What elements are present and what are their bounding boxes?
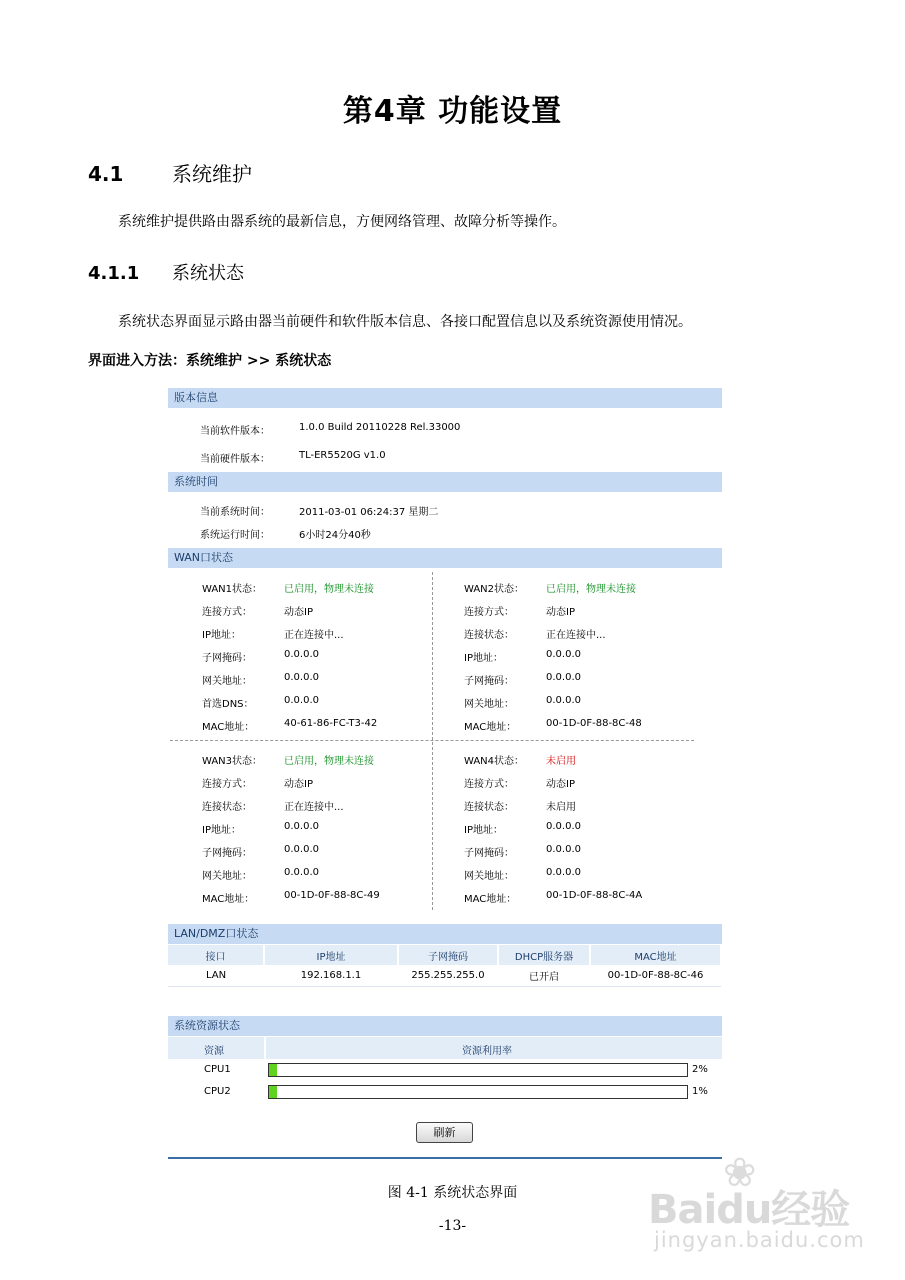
- wan4-row: [464, 752, 576, 767]
- lan-header-row: [168, 945, 721, 965]
- software-version-value: 1.0.0 Build 20110228 Rel.33000: [299, 422, 461, 433]
- resource-header-divider: [264, 1037, 266, 1059]
- uptime-label: 系统运行时间：: [200, 530, 270, 541]
- baidu-watermark: [648, 1150, 865, 1260]
- version-info-bar: 版本信息: [168, 388, 722, 408]
- wan3-row: [202, 752, 374, 767]
- wan1-field-label: MAC地址：: [202, 722, 255, 733]
- cpu1-usage-fill: [269, 1064, 277, 1076]
- wan3-field-value: 0.0.0.0: [284, 867, 319, 878]
- bottom-divider: [168, 1157, 722, 1159]
- wan4-row: [464, 890, 643, 905]
- wan1-field-value: 0.0.0.0: [284, 649, 319, 660]
- wan2-field-label: 连接方式：: [464, 607, 514, 618]
- wan4-field-label: IP地址：: [464, 825, 503, 836]
- wan2-field-label: 网关地址：: [464, 699, 514, 710]
- cpu1-percent: 2%: [692, 1064, 708, 1075]
- cpu1-usage-bar: [268, 1063, 688, 1077]
- wan2-field-value: 正在连接中...: [546, 630, 606, 641]
- subsection-number: 4.1.1: [88, 263, 140, 284]
- wan1-row: [202, 580, 374, 595]
- wan3-field-label: MAC地址：: [202, 894, 255, 905]
- wan2-field-label: MAC地址：: [464, 722, 517, 733]
- resource-header-usage: 资源利用率: [462, 1046, 512, 1057]
- watermark-url: jingyan.baidu.com: [654, 1228, 865, 1252]
- wan1-row: [202, 672, 319, 687]
- wan3-field-value: 已启用，物理未连接: [284, 756, 374, 767]
- current-time-label: 当前系统时间：: [200, 507, 270, 518]
- wan3-field-label: 子网掩码：: [202, 848, 252, 859]
- wan3-field-value: 00-1D-0F-88-8C-49: [284, 890, 380, 901]
- wan1-row: [202, 718, 378, 733]
- wan3-field-label: IP地址：: [202, 825, 241, 836]
- wan4-field-value: 未启用: [546, 802, 576, 813]
- wan4-field-value: 0.0.0.0: [546, 867, 581, 878]
- wan2-field-label: IP地址：: [464, 653, 503, 664]
- wan1-field-value: 已启用，物理未连接: [284, 584, 374, 595]
- software-version-row: [200, 422, 461, 437]
- system-time-bar: 系统时间: [168, 472, 722, 492]
- lan-header-mac: MAC地址: [590, 945, 721, 965]
- uptime-value: 6小时24分40秒: [299, 530, 371, 541]
- section-heading: [88, 158, 252, 187]
- wan3-row: [202, 844, 319, 859]
- wan1-field-label: 连接方式：: [202, 607, 252, 618]
- wan3-field-value: 动态IP: [284, 779, 313, 790]
- wan4-field-value: 未启用: [546, 756, 576, 767]
- lan-cell-mac: 00-1D-0F-88-8C-46: [590, 965, 721, 986]
- wan4-field-value: 0.0.0.0: [546, 844, 581, 855]
- wan4-field-label: WAN4状态：: [464, 756, 525, 767]
- wan2-row: [464, 580, 636, 595]
- subsection-title: 系统状态: [172, 263, 244, 284]
- wan2-row: [464, 649, 581, 664]
- wan1-row: [202, 603, 313, 618]
- wan1-row: [202, 695, 319, 710]
- hardware-version-label: 当前硬件版本：: [200, 454, 270, 465]
- wan3-field-label: 网关地址：: [202, 871, 252, 882]
- wan4-field-value: 00-1D-0F-88-8C-4A: [546, 890, 643, 901]
- wan4-row: [464, 821, 581, 836]
- wan3-field-value: 0.0.0.0: [284, 844, 319, 855]
- wan4-row: [464, 844, 581, 859]
- lan-cell-mask: 255.255.255.0: [398, 965, 498, 986]
- wan1-field-label: IP地址：: [202, 630, 241, 641]
- uptime-row: [200, 526, 371, 541]
- wan2-field-value: 0.0.0.0: [546, 695, 581, 706]
- wan3-row: [202, 821, 319, 836]
- wan4-field-label: MAC地址：: [464, 894, 517, 905]
- wan1-field-value: 40-61-86-FC-T3-42: [284, 718, 378, 729]
- navigation-path: 界面进入方法：系统维护 >> 系统状态: [88, 353, 332, 369]
- wan4-row: [464, 867, 581, 882]
- wan1-field-label: 网关地址：: [202, 676, 252, 687]
- wan4-field-label: 连接状态：: [464, 802, 514, 813]
- cpu2-label: CPU2: [204, 1086, 231, 1097]
- current-time-row: [200, 503, 439, 518]
- wan1-field-value: 0.0.0.0: [284, 672, 319, 683]
- wan-status-bar: WAN口状态: [168, 548, 722, 568]
- section-paragraph: 系统维护提供路由器系统的最新信息，方便网络管理、故障分析等操作。: [118, 214, 566, 230]
- wan3-field-label: 连接方式：: [202, 779, 252, 790]
- wan4-field-label: 子网掩码：: [464, 848, 514, 859]
- cpu2-usage-bar: [268, 1085, 688, 1099]
- wan2-field-label: 子网掩码：: [464, 676, 514, 687]
- wan1-field-label: 首选DNS：: [202, 699, 254, 710]
- wan2-field-value: 00-1D-0F-88-8C-48: [546, 718, 642, 729]
- lan-header-mask: 子网掩码: [398, 945, 498, 965]
- wan2-field-label: WAN2状态：: [464, 584, 525, 595]
- figure-caption: 图 4-1 系统状态界面: [387, 1185, 518, 1201]
- wan4-field-label: 连接方式：: [464, 779, 514, 790]
- wan2-field-label: 连接状态：: [464, 630, 514, 641]
- lan-status-bar: LAN/DMZ口状态: [168, 924, 722, 944]
- wan3-field-label: 连接状态：: [202, 802, 252, 813]
- current-time-value: 2011-03-01 06:24:37 星期二: [299, 507, 439, 518]
- wan3-field-value: 0.0.0.0: [284, 821, 319, 832]
- wan4-field-value: 动态IP: [546, 779, 575, 790]
- wan-horizontal-divider: [170, 740, 694, 741]
- wan3-row: [202, 798, 344, 813]
- wan3-row: [202, 867, 319, 882]
- lan-header-ip: IP地址: [264, 945, 398, 965]
- wan1-field-value: 0.0.0.0: [284, 695, 319, 706]
- cpu1-label: CPU1: [204, 1064, 231, 1075]
- wan4-field-value: 0.0.0.0: [546, 821, 581, 832]
- lan-header-interface: 接口: [168, 945, 264, 965]
- paw-icon: ❀: [723, 1150, 757, 1196]
- subsection-paragraph: 系统状态界面显示路由器当前硬件和软件版本信息、各接口配置信息以及系统资源使用情况。: [118, 314, 692, 330]
- wan3-field-label: WAN3状态：: [202, 756, 263, 767]
- lan-table: [168, 945, 722, 987]
- lan-cell-interface: LAN: [168, 965, 264, 986]
- section-title: 系统维护: [172, 162, 252, 186]
- wan2-field-value: 动态IP: [546, 607, 575, 618]
- lan-cell-ip: 192.168.1.1: [264, 965, 398, 986]
- wan2-row: [464, 603, 575, 618]
- chapter-title: 第4章 功能设置: [342, 94, 563, 129]
- wan1-row: [202, 649, 319, 664]
- resource-row-cpu2: [168, 1081, 722, 1103]
- wan4-row: [464, 775, 575, 790]
- section-number: 4.1: [88, 162, 124, 186]
- resource-header-row: [168, 1037, 722, 1059]
- lan-cell-dhcp: 已开启: [498, 965, 590, 986]
- cpu2-percent: 1%: [692, 1086, 708, 1097]
- resource-table: [168, 1037, 722, 1103]
- wan1-field-value: 动态IP: [284, 607, 313, 618]
- hardware-version-value: TL-ER5520G v1.0: [299, 450, 386, 461]
- wan1-field-value: 正在连接中...: [284, 630, 344, 641]
- subsection-heading: [88, 259, 244, 285]
- wan2-row: [464, 718, 642, 733]
- wan3-row: [202, 890, 380, 905]
- wan1-field-label: 子网掩码：: [202, 653, 252, 664]
- resource-status-bar: 系统资源状态: [168, 1016, 722, 1036]
- wan3-row: [202, 775, 313, 790]
- wan1-field-label: WAN1状态：: [202, 584, 263, 595]
- page-number: -13-: [438, 1218, 467, 1234]
- wan2-row: [464, 695, 581, 710]
- wan3-field-value: 正在连接中...: [284, 802, 344, 813]
- wan4-row: [464, 798, 576, 813]
- wan1-row: [202, 626, 344, 641]
- watermark-brand: Baidu经验: [648, 1187, 850, 1233]
- wan-vertical-divider: [432, 572, 433, 910]
- wan4-field-label: 网关地址：: [464, 871, 514, 882]
- software-version-label: 当前软件版本：: [200, 426, 270, 437]
- wan2-field-value: 0.0.0.0: [546, 649, 581, 660]
- cpu2-usage-fill: [269, 1086, 277, 1098]
- resource-header-name: 资源: [204, 1046, 224, 1057]
- refresh-button[interactable]: 刷新: [416, 1122, 473, 1143]
- wan2-row: [464, 672, 581, 687]
- wan2-row: [464, 626, 606, 641]
- table-row: [168, 965, 721, 986]
- lan-header-dhcp: DHCP服务器: [498, 945, 590, 965]
- wan2-field-value: 0.0.0.0: [546, 672, 581, 683]
- resource-row-cpu1: [168, 1059, 722, 1081]
- wan2-field-value: 已启用，物理未连接: [546, 584, 636, 595]
- hardware-version-row: [200, 450, 386, 465]
